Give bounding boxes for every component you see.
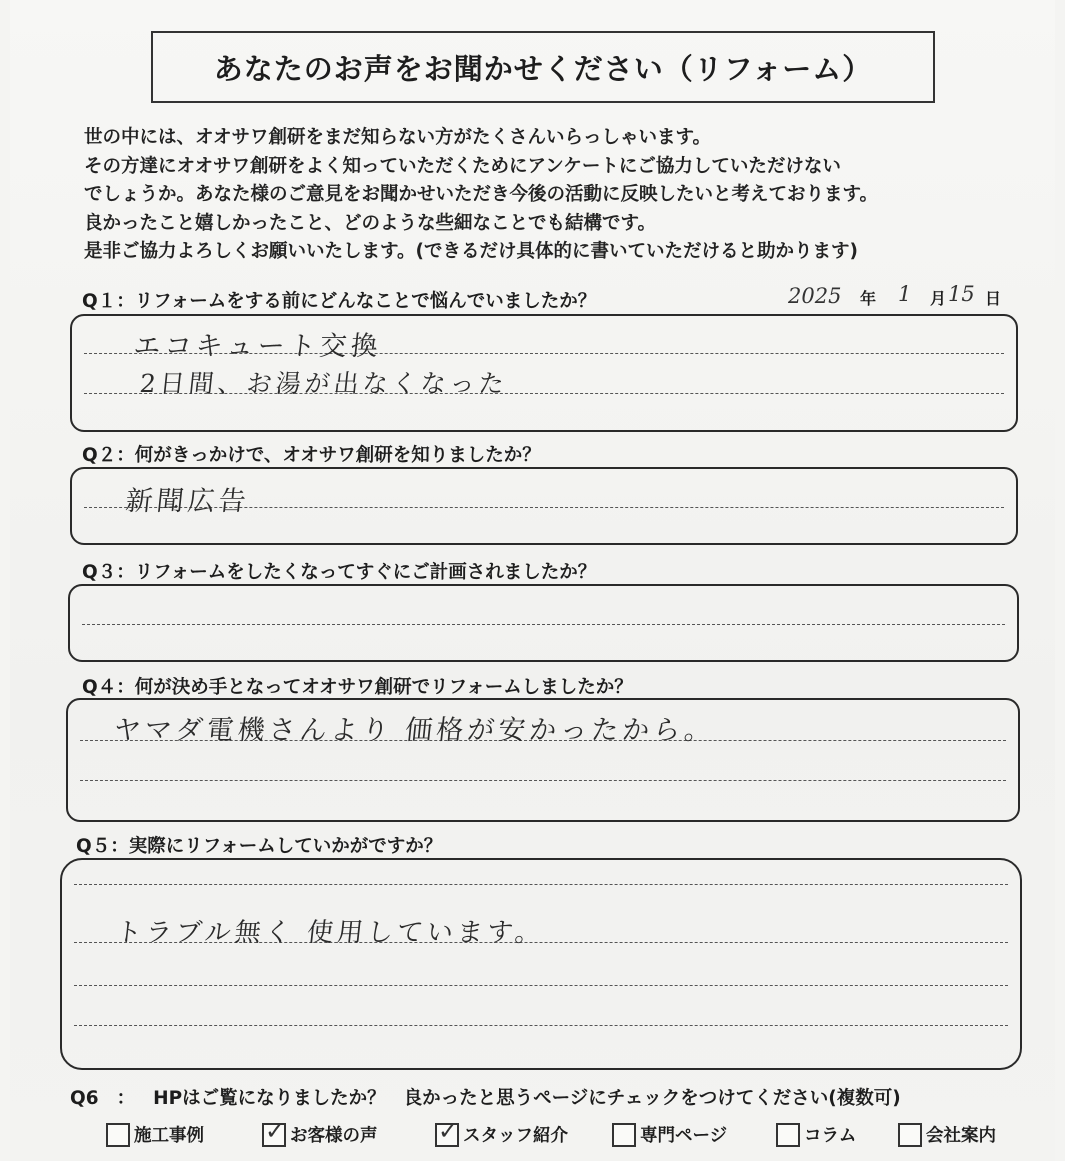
question-6-number: Q6 <box>70 1088 99 1109</box>
checkbox-label: 施工事例 <box>134 1126 204 1146</box>
answer-box-3[interactable] <box>68 584 1019 662</box>
checkbox-option[interactable] <box>898 1122 996 1147</box>
answer-box-1[interactable] <box>70 314 1018 432</box>
intro-line: 世の中には、オオサワ創研をまだ知らない方がたくさんいらっしゃいます。 <box>84 127 711 148</box>
answer-4-line-1: ヤマダ電機さんより 価格が安かったから。 <box>112 715 717 746</box>
answer-box-4[interactable] <box>66 698 1020 822</box>
question-6-colon: ： <box>116 1088 136 1109</box>
checkbox-option[interactable] <box>612 1122 727 1147</box>
intro-line: 是非ご協力よろしくお願いいたします。(できるだけ具体的に書いていただけると助かります) <box>84 241 858 262</box>
intro-line: でしょうか。あなた様のご意見をお聞かせいただき今後の活動に反映したいと考えております。 <box>84 184 879 205</box>
answer-line <box>74 1025 1008 1026</box>
checkbox-box[interactable] <box>106 1123 130 1147</box>
checkbox-box[interactable] <box>612 1123 636 1147</box>
question-2-label: Q２：何がきっかけで、オオサワ創研を知りましたか？ <box>82 445 541 466</box>
question-3-label: Q３：リフォームをしたくなってすぐにご計画されましたか？ <box>82 562 597 583</box>
checkbox-box-checked[interactable] <box>435 1116 459 1147</box>
intro-line: その方達にオオサワ創研をよく知っていただくためにアンケートにご協力していただけない <box>84 155 841 177</box>
answer-1-line-1: エコキュート交換 <box>132 331 384 362</box>
checkbox-label: お客様の声 <box>290 1126 378 1146</box>
checkbox-option[interactable] <box>262 1116 378 1147</box>
question-5-label: Q５：実際にリフォームしていかがですか？ <box>76 836 443 857</box>
answer-2-line-1: 新聞広告 <box>124 486 252 517</box>
intro-text <box>84 124 1024 267</box>
answer-line <box>82 624 1005 625</box>
answer-box-2[interactable] <box>70 467 1018 545</box>
question-6-instruction: 良かったと思うページにチェックをつけてください(複数可) <box>403 1088 901 1109</box>
check-mark-icon: ✓ <box>265 1116 286 1145</box>
date-day-label: 日 <box>985 289 1002 308</box>
date-year-label: 年 <box>860 289 877 308</box>
checkbox-box[interactable] <box>776 1123 800 1147</box>
answer-line <box>74 884 1008 885</box>
hp-page-checklist <box>106 1116 1026 1154</box>
answer-5-line-1: トラブル無く 使用しています。 <box>114 918 547 948</box>
answer-box-5[interactable] <box>60 858 1022 1070</box>
date-month-label: 月 <box>930 289 947 308</box>
form-title <box>151 31 935 103</box>
form-title-text: あなたのお声をお聞かせください（リフォーム） <box>213 51 873 86</box>
checkbox-label: 会社案内 <box>926 1126 996 1146</box>
checkbox-box-checked[interactable] <box>262 1116 286 1147</box>
intro-line: 良かったこと嬉しかったこと、どのような些細なことでも結構です。 <box>84 212 657 234</box>
question-1-label: Q１：リフォームをする前にどんなことで悩んでいましたか？ <box>82 291 597 312</box>
checkbox-option[interactable] <box>776 1122 856 1147</box>
checkbox-label: コラム <box>804 1126 857 1146</box>
answer-1-line-2: 2日間、お湯が出なくなった <box>138 369 510 398</box>
checkbox-option[interactable] <box>435 1116 568 1147</box>
check-mark-icon: ✓ <box>438 1116 459 1145</box>
checkbox-label: 専門ページ <box>640 1126 728 1146</box>
question-4-label: Q４：何が決め手となってオオサワ創研でリフォームしましたか？ <box>82 677 633 698</box>
question-6-question: HPはご覧になりましたか？ <box>153 1088 386 1109</box>
answer-line <box>80 780 1006 781</box>
date-month: 1 <box>898 282 912 306</box>
checkbox-label: スタッフ紹介 <box>463 1126 568 1146</box>
checkbox-option[interactable] <box>106 1122 204 1147</box>
date-year: 2025 <box>788 284 842 308</box>
date-day: 15 <box>948 282 975 306</box>
answer-line <box>74 985 1008 986</box>
date-field <box>780 282 1010 312</box>
checkbox-box[interactable] <box>898 1123 922 1147</box>
question-6-label <box>70 1084 901 1110</box>
